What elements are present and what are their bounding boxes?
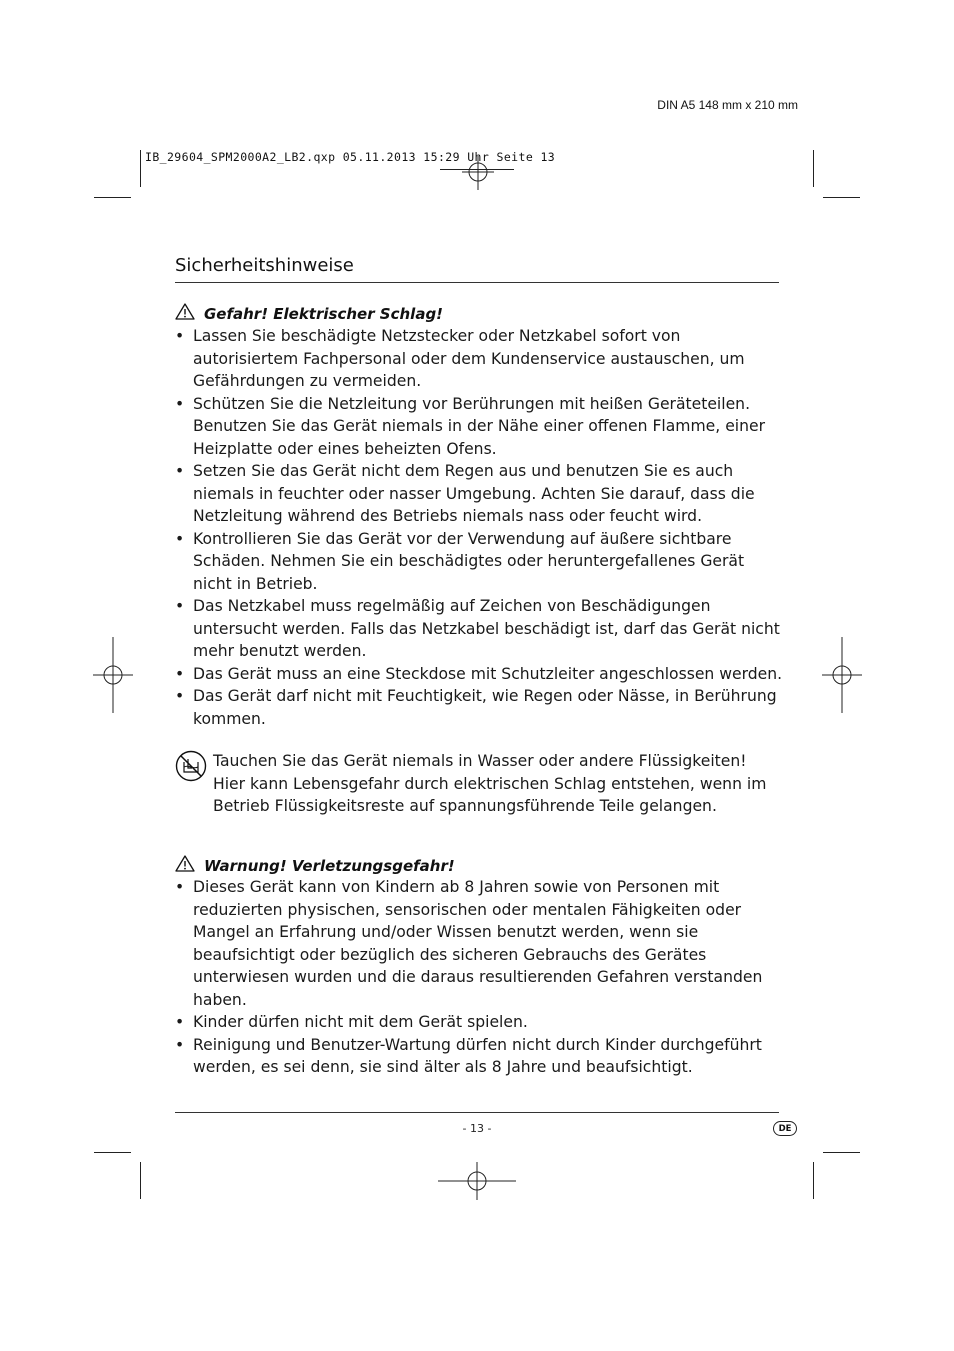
list-item: • Kontrollieren Sie das Gerät vor der Verwendung auf äußere sichtbare Schäden. Nehmen Sie ein beschädigtes oder heruntergefallenes Gerät nicht in Betrieb. [175, 528, 785, 596]
warning-triangle-icon [175, 855, 195, 872]
list-item: • Schützen Sie die Netzleitung vor Berührungen mit heißen Geräteteilen. Benutzen Sie das Gerät niemals in der Nähe einer offenen Flamme, einer Heizplatte oder eines beheizten Ofens. [175, 393, 785, 461]
list-item: • Das Netzkabel muss regelmäßig auf Zeichen von Beschädigungen untersucht werden. Falls das Netzkabel beschädigt ist, darf das Gerät nicht mehr benutzt werden. [175, 595, 785, 663]
no-immersion-icon [175, 750, 207, 782]
electric-warning-list [175, 325, 785, 730]
section-title-injury-text: Warnung! Verletzungsgefahr! [204, 857, 455, 875]
registration-mark-left [93, 637, 133, 713]
section-title-electric-text: Gefahr! Elektrischer Schlag! [204, 305, 444, 323]
din-format-label: DIN A5 148 mm x 210 mm [657, 98, 798, 112]
list-item: • Lassen Sie beschädigte Netzstecker oder Netzkabel sofort von autorisiertem Fachpersonal oder dem Kundenservice austauschen, um Gefährdungen zu vermeiden. [175, 325, 785, 393]
injury-warning-list [175, 876, 785, 1079]
list-item: • Dieses Gerät kann von Kindern ab 8 Jahren sowie von Personen mit reduzierten physischen, sensorischen oder mentalen Fähigkeiten oder Mangel an Erfahrung und/oder Wissen benutzt werden, wenn sie beaufsichtigt oder bezüglich des sicheren Gebrauchs des Gerätes unterwiesen wurden und die daraus resultierenden Gefahren verstanden haben. [175, 876, 785, 1011]
footer-rule [175, 1112, 779, 1113]
print-slug: IB_29604_SPM2000A2_LB2.qxp 05.11.2013 15:29 Uhr Seite 13 [145, 150, 556, 164]
language-badge: DE [773, 1121, 797, 1136]
list-item: • Reinigung und Benutzer-Wartung dürfen nicht durch Kinder durchgeführt werden, es sei denn, sie sind älter als 8 Jahre und beaufsichtigt. [175, 1034, 785, 1079]
section-title-injury [175, 855, 455, 875]
list-item: • Setzen Sie das Gerät nicht dem Regen aus und benutzen Sie es auch niemals in feuchter oder nasser Umgebung. Achten Sie darauf, dass die Netzleitung während des Betriebs niemals nass oder feucht wird. [175, 460, 785, 528]
registration-mark-top [462, 156, 494, 190]
list-item: • Das Gerät darf nicht mit Feuchtigkeit, wie Regen oder Nässe, in Berührung kommen. [175, 685, 785, 730]
page-title: Sicherheitshinweise [175, 255, 354, 276]
registration-mark-right [822, 637, 862, 713]
water-warning-note: Tauchen Sie das Gerät niemals in Wasser oder andere Flüssigkeiten! Hier kann Lebensgefahr durch elektrischen Schlag entstehen, wenn im Betrieb Flüssigkeitsreste auf spannungsführende Teile gelangen. [213, 752, 767, 815]
list-item: • Kinder dürfen nicht mit dem Gerät spielen. [175, 1011, 785, 1034]
heading-rule [175, 282, 779, 283]
warning-triangle-icon [175, 303, 195, 320]
list-item: • Das Gerät muss an eine Steckdose mit Schutzleiter angeschlossen werden. [175, 663, 785, 686]
page-number: - 13 - [462, 1122, 492, 1135]
registration-mark-bottom [438, 1162, 516, 1200]
section-title-electric [175, 303, 443, 323]
